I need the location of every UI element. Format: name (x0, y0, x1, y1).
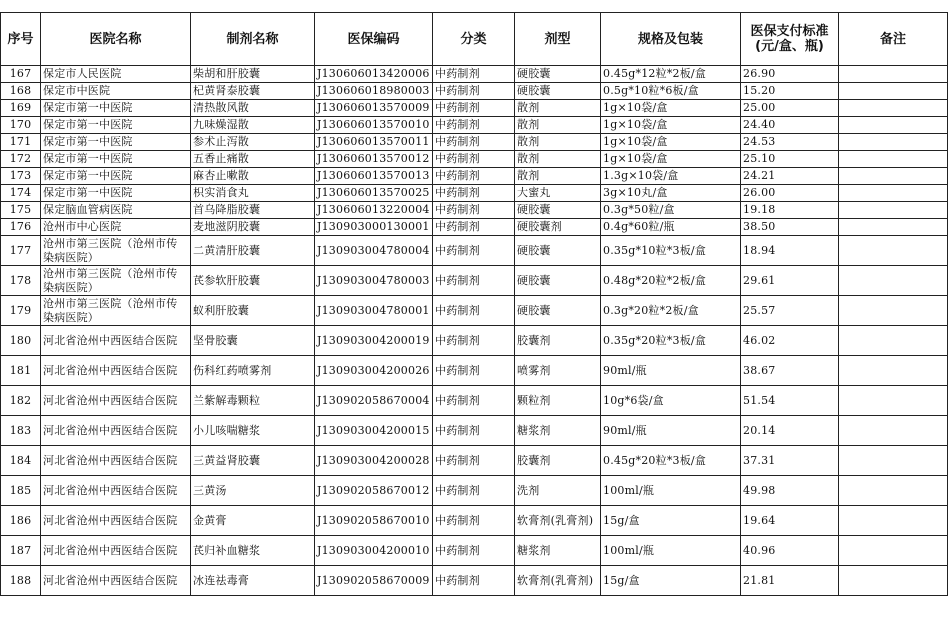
cell-spec: 1g×10袋/盒 (601, 151, 741, 168)
cell-category: 中药制剂 (433, 386, 515, 416)
cell-prep-name: 冰连祛毒膏 (191, 566, 315, 596)
cell-category: 中药制剂 (433, 326, 515, 356)
cell-hospital: 河北省沧州中西医结合医院 (41, 536, 191, 566)
cell-prep-name: 芪参软肝胶囊 (191, 266, 315, 296)
table-row (1, 83, 948, 100)
cell-code: J130903004780003 (315, 266, 433, 296)
table-row (1, 296, 948, 326)
cell-seq: 188 (1, 566, 41, 596)
cell-note (839, 566, 948, 596)
table-row (1, 266, 948, 296)
cell-price: 51.54 (741, 386, 839, 416)
cell-spec: 15g/盒 (601, 566, 741, 596)
cell-code: J130903004780004 (315, 236, 433, 266)
cell-form: 硬胶囊 (515, 83, 601, 100)
cell-code: J130606018980003 (315, 83, 433, 100)
cell-category: 中药制剂 (433, 168, 515, 185)
cell-hospital: 保定脑血管病医院 (41, 202, 191, 219)
cell-form: 糖浆剂 (515, 416, 601, 446)
cell-seq: 173 (1, 168, 41, 185)
cell-hospital: 保定市第一中医院 (41, 134, 191, 151)
cell-prep-name: 芪归补血糖浆 (191, 536, 315, 566)
cell-category: 中药制剂 (433, 296, 515, 326)
cell-note (839, 386, 948, 416)
cell-price: 26.90 (741, 66, 839, 83)
cell-note (839, 446, 948, 476)
header-form: 剂型 (515, 13, 601, 66)
cell-form: 洗剂 (515, 476, 601, 506)
cell-price: 24.53 (741, 134, 839, 151)
cell-seq: 185 (1, 476, 41, 506)
table-body (1, 66, 948, 596)
table-row (1, 151, 948, 168)
cell-code: J130903004200026 (315, 356, 433, 386)
cell-form: 软膏剂(乳膏剂) (515, 506, 601, 536)
cell-note (839, 266, 948, 296)
cell-prep-name: 麦地滋阴胶囊 (191, 219, 315, 236)
cell-price: 37.31 (741, 446, 839, 476)
header-note: 备注 (839, 13, 948, 66)
header-hospital: 医院名称 (41, 13, 191, 66)
cell-spec: 15g/盒 (601, 506, 741, 536)
table-row (1, 416, 948, 446)
table-row (1, 100, 948, 117)
cell-note (839, 236, 948, 266)
table-row (1, 506, 948, 536)
cell-note (839, 536, 948, 566)
cell-price: 49.98 (741, 476, 839, 506)
cell-code: J130902058670010 (315, 506, 433, 536)
cell-category: 中药制剂 (433, 134, 515, 151)
cell-code: J130606013570012 (315, 151, 433, 168)
cell-form: 硬胶囊 (515, 266, 601, 296)
cell-spec: 0.3g*20粒*2板/盒 (601, 296, 741, 326)
cell-seq: 186 (1, 506, 41, 536)
cell-prep-name: 枳实消食丸 (191, 185, 315, 202)
cell-hospital: 河北省沧州中西医结合医院 (41, 416, 191, 446)
cell-seq: 183 (1, 416, 41, 446)
cell-price: 25.57 (741, 296, 839, 326)
cell-spec: 90ml/瓶 (601, 416, 741, 446)
table-row (1, 446, 948, 476)
cell-price: 24.40 (741, 117, 839, 134)
cell-note (839, 117, 948, 134)
cell-form: 胶囊剂 (515, 446, 601, 476)
table-row (1, 219, 948, 236)
cell-hospital: 沧州市第三医院（沧州市传染病医院） (41, 296, 191, 326)
cell-price: 24.21 (741, 168, 839, 185)
cell-spec: 0.45g*20粒*3板/盒 (601, 446, 741, 476)
cell-note (839, 185, 948, 202)
cell-form: 散剂 (515, 134, 601, 151)
cell-spec: 90ml/瓶 (601, 356, 741, 386)
cell-category: 中药制剂 (433, 66, 515, 83)
cell-code: J130606013570011 (315, 134, 433, 151)
cell-price: 19.64 (741, 506, 839, 536)
table-row (1, 566, 948, 596)
cell-note (839, 168, 948, 185)
table-row (1, 66, 948, 83)
table-row (1, 536, 948, 566)
cell-spec: 0.35g*20粒*3板/盒 (601, 326, 741, 356)
cell-code: J130903004200028 (315, 446, 433, 476)
cell-prep-name: 小儿咳喘糖浆 (191, 416, 315, 446)
cell-code: J130606013570010 (315, 117, 433, 134)
cell-category: 中药制剂 (433, 266, 515, 296)
cell-spec: 0.45g*12粒*2板/盒 (601, 66, 741, 83)
cell-price: 40.96 (741, 536, 839, 566)
cell-category: 中药制剂 (433, 536, 515, 566)
cell-spec: 1.3g×10袋/盒 (601, 168, 741, 185)
table-row (1, 134, 948, 151)
table-row (1, 185, 948, 202)
cell-hospital: 保定市第一中医院 (41, 151, 191, 168)
cell-form: 硬胶囊 (515, 296, 601, 326)
cell-seq: 172 (1, 151, 41, 168)
cell-category: 中药制剂 (433, 219, 515, 236)
cell-price: 20.14 (741, 416, 839, 446)
cell-spec: 0.3g*50粒/盒 (601, 202, 741, 219)
cell-form: 散剂 (515, 117, 601, 134)
cell-code: J130606013570013 (315, 168, 433, 185)
cell-category: 中药制剂 (433, 476, 515, 506)
cell-category: 中药制剂 (433, 185, 515, 202)
cell-spec: 1g×10袋/盒 (601, 117, 741, 134)
cell-code: J130606013220004 (315, 202, 433, 219)
table-header-row (1, 13, 948, 66)
table-row (1, 202, 948, 219)
cell-price: 38.50 (741, 219, 839, 236)
cell-note (839, 326, 948, 356)
cell-note (839, 134, 948, 151)
table-row (1, 326, 948, 356)
cell-category: 中药制剂 (433, 446, 515, 476)
cell-code: J130903004200019 (315, 326, 433, 356)
cell-prep-name: 蚁利肝胶囊 (191, 296, 315, 326)
cell-hospital: 沧州市第三医院（沧州市传染病医院） (41, 236, 191, 266)
cell-category: 中药制剂 (433, 151, 515, 168)
cell-hospital: 河北省沧州中西医结合医院 (41, 476, 191, 506)
cell-seq: 169 (1, 100, 41, 117)
cell-prep-name: 金黄膏 (191, 506, 315, 536)
cell-prep-name: 首乌降脂胶囊 (191, 202, 315, 219)
cell-form: 散剂 (515, 151, 601, 168)
cell-form: 硬胶囊 (515, 66, 601, 83)
cell-hospital: 河北省沧州中西医结合医院 (41, 356, 191, 386)
cell-code: J130902058670009 (315, 566, 433, 596)
cell-note (839, 356, 948, 386)
reimbursement-table (0, 12, 948, 596)
cell-code: J130903004200015 (315, 416, 433, 446)
cell-code: J130903004200010 (315, 536, 433, 566)
table-row (1, 356, 948, 386)
cell-price: 18.94 (741, 236, 839, 266)
cell-category: 中药制剂 (433, 236, 515, 266)
cell-note (839, 476, 948, 506)
cell-spec: 0.5g*10粒*6板/盒 (601, 83, 741, 100)
table-row (1, 236, 948, 266)
cell-price: 26.00 (741, 185, 839, 202)
cell-category: 中药制剂 (433, 83, 515, 100)
cell-category: 中药制剂 (433, 117, 515, 134)
cell-form: 硬胶囊 (515, 236, 601, 266)
cell-spec: 100ml/瓶 (601, 536, 741, 566)
cell-price: 25.00 (741, 100, 839, 117)
cell-code: J130902058670012 (315, 476, 433, 506)
cell-note (839, 219, 948, 236)
cell-seq: 184 (1, 446, 41, 476)
cell-form: 硬胶囊 (515, 202, 601, 219)
cell-hospital: 沧州市中心医院 (41, 219, 191, 236)
cell-note (839, 100, 948, 117)
cell-spec: 0.4g*60粒/瓶 (601, 219, 741, 236)
cell-category: 中药制剂 (433, 356, 515, 386)
cell-hospital: 河北省沧州中西医结合医院 (41, 566, 191, 596)
cell-prep-name: 三黄益肾胶囊 (191, 446, 315, 476)
cell-code: J130903004780001 (315, 296, 433, 326)
cell-spec: 100ml/瓶 (601, 476, 741, 506)
cell-price: 46.02 (741, 326, 839, 356)
cell-prep-name: 坚骨胶囊 (191, 326, 315, 356)
cell-form: 硬胶囊剂 (515, 219, 601, 236)
cell-hospital: 河北省沧州中西医结合医院 (41, 446, 191, 476)
cell-spec: 1g×10袋/盒 (601, 100, 741, 117)
header-spec: 规格及包装 (601, 13, 741, 66)
document-page (0, 12, 948, 596)
cell-spec: 1g×10袋/盒 (601, 134, 741, 151)
cell-seq: 168 (1, 83, 41, 100)
cell-prep-name: 清热散风散 (191, 100, 315, 117)
cell-hospital: 保定市第一中医院 (41, 168, 191, 185)
table-row (1, 117, 948, 134)
cell-seq: 174 (1, 185, 41, 202)
cell-prep-name: 参术止泻散 (191, 134, 315, 151)
cell-seq: 170 (1, 117, 41, 134)
cell-hospital: 保定市第一中医院 (41, 117, 191, 134)
cell-code: J130606013570009 (315, 100, 433, 117)
cell-note (839, 83, 948, 100)
cell-form: 颗粒剂 (515, 386, 601, 416)
cell-seq: 181 (1, 356, 41, 386)
cell-form: 散剂 (515, 168, 601, 185)
cell-prep-name: 伤科红药喷雾剂 (191, 356, 315, 386)
cell-prep-name: 九味燥湿散 (191, 117, 315, 134)
cell-seq: 182 (1, 386, 41, 416)
cell-price: 25.10 (741, 151, 839, 168)
cell-prep-name: 麻杏止嗽散 (191, 168, 315, 185)
cell-price: 29.61 (741, 266, 839, 296)
header-code: 医保编码 (315, 13, 433, 66)
cell-prep-name: 二黄清肝胶囊 (191, 236, 315, 266)
cell-price: 19.18 (741, 202, 839, 219)
cell-seq: 179 (1, 296, 41, 326)
cell-code: J130606013570025 (315, 185, 433, 202)
cell-code: J130606013420006 (315, 66, 433, 83)
cell-seq: 176 (1, 219, 41, 236)
cell-note (839, 506, 948, 536)
cell-spec: 0.35g*10粒*3板/盒 (601, 236, 741, 266)
cell-category: 中药制剂 (433, 506, 515, 536)
cell-prep-name: 杞黄肾泰胶囊 (191, 83, 315, 100)
cell-code: J130902058670004 (315, 386, 433, 416)
cell-price: 15.20 (741, 83, 839, 100)
cell-note (839, 416, 948, 446)
cell-note (839, 202, 948, 219)
cell-seq: 167 (1, 66, 41, 83)
cell-prep-name: 三黄汤 (191, 476, 315, 506)
cell-seq: 175 (1, 202, 41, 219)
cell-hospital: 保定市第一中医院 (41, 100, 191, 117)
cell-seq: 180 (1, 326, 41, 356)
cell-category: 中药制剂 (433, 202, 515, 219)
cell-category: 中药制剂 (433, 416, 515, 446)
cell-form: 软膏剂(乳膏剂) (515, 566, 601, 596)
cell-form: 糖浆剂 (515, 536, 601, 566)
header-category: 分类 (433, 13, 515, 66)
header-price: 医保支付标准(元/盒、瓶) (741, 13, 839, 66)
cell-form: 胶囊剂 (515, 326, 601, 356)
table-row (1, 476, 948, 506)
cell-form: 散剂 (515, 100, 601, 117)
cell-seq: 187 (1, 536, 41, 566)
cell-spec: 0.48g*20粒*2板/盒 (601, 266, 741, 296)
cell-spec: 3g×10丸/盒 (601, 185, 741, 202)
cell-prep-name: 五香止痛散 (191, 151, 315, 168)
cell-hospital: 河北省沧州中西医结合医院 (41, 506, 191, 536)
cell-price: 38.67 (741, 356, 839, 386)
cell-price: 21.81 (741, 566, 839, 596)
cell-seq: 177 (1, 236, 41, 266)
cell-hospital: 河北省沧州中西医结合医院 (41, 386, 191, 416)
cell-note (839, 296, 948, 326)
cell-hospital: 保定市人民医院 (41, 66, 191, 83)
cell-hospital: 河北省沧州中西医结合医院 (41, 326, 191, 356)
header-seq: 序号 (1, 13, 41, 66)
table-row (1, 168, 948, 185)
cell-hospital: 沧州市第三医院（沧州市传染病医院） (41, 266, 191, 296)
cell-code: J130903000130001 (315, 219, 433, 236)
table-row (1, 386, 948, 416)
header-prep-name: 制剂名称 (191, 13, 315, 66)
cell-prep-name: 柴胡和肝胶囊 (191, 66, 315, 83)
cell-hospital: 保定市第一中医院 (41, 185, 191, 202)
cell-seq: 171 (1, 134, 41, 151)
cell-note (839, 151, 948, 168)
cell-form: 喷雾剂 (515, 356, 601, 386)
cell-prep-name: 兰紫解毒颗粒 (191, 386, 315, 416)
cell-hospital: 保定市中医院 (41, 83, 191, 100)
cell-category: 中药制剂 (433, 566, 515, 596)
cell-form: 大蜜丸 (515, 185, 601, 202)
cell-note (839, 66, 948, 83)
cell-seq: 178 (1, 266, 41, 296)
cell-category: 中药制剂 (433, 100, 515, 117)
cell-spec: 10g*6袋/盒 (601, 386, 741, 416)
